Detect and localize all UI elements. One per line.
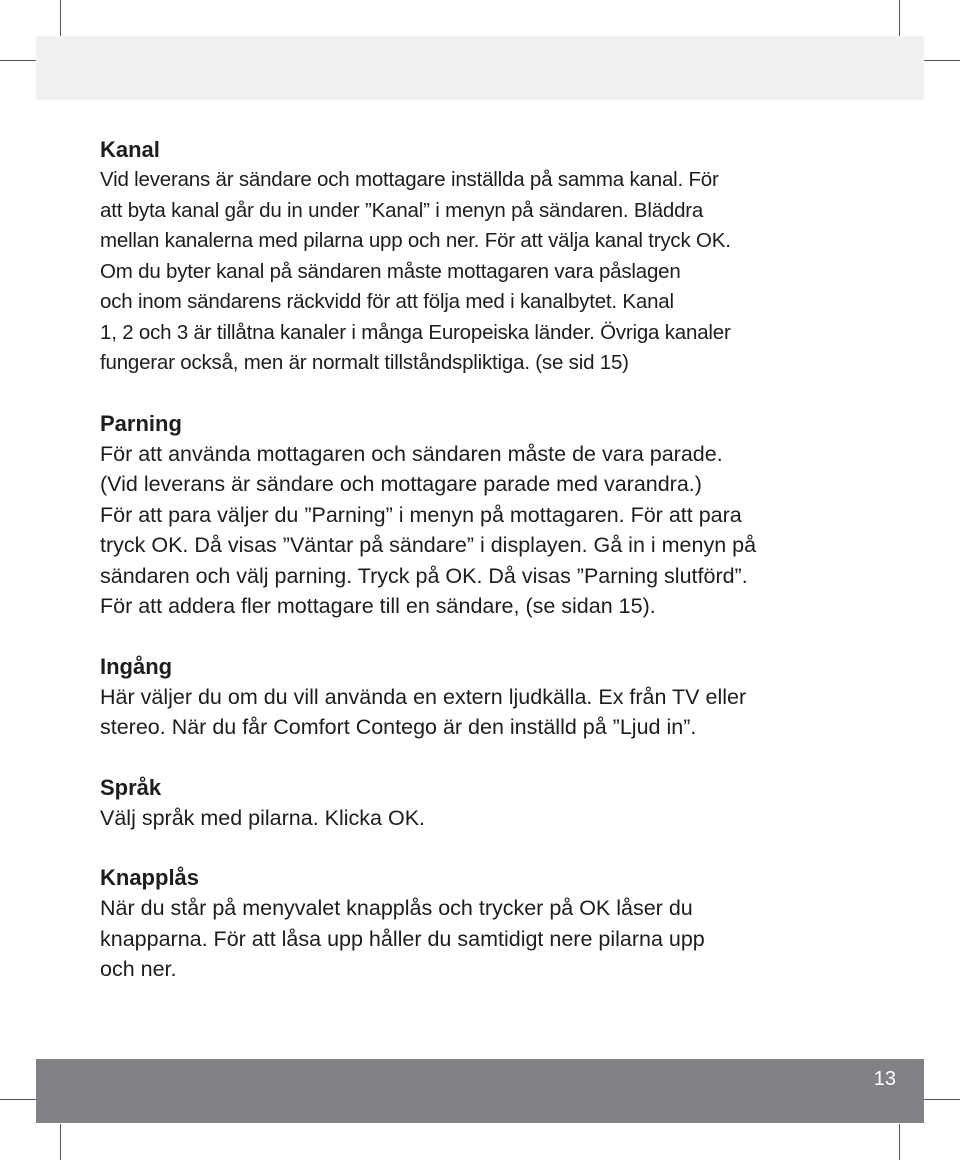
text-line: fungerar också, men är normalt tillståndspliktiga. (se sid 15) [100,351,629,374]
crop-mark-left-top [0,60,36,61]
text-line: mellan kanalerna med pilarna upp och ner. För att välja kanal tryck OK. [100,229,731,252]
page-number: 13 [873,1068,896,1090]
section-body [100,893,870,985]
crop-mark-bottom-right [899,1124,900,1160]
crop-mark-right-bottom [924,1099,960,1100]
crop-mark-left-bottom [0,1099,36,1100]
section-title: Språk [100,774,162,800]
text-line: För att para väljer du ”Parning” i menyn på mottagaren. För att para [100,502,742,527]
section-title: Knapplås [100,865,200,890]
section-title: Kanal [100,137,160,162]
section-kanal [100,135,870,379]
page-content [100,135,870,1015]
section-title: Ingång [100,653,173,679]
text-line: Välj språk med pilarna. Klicka OK. [100,805,426,830]
section-body [100,803,870,834]
crop-mark-right-top [924,60,960,61]
text-line: och inom sändarens räckvidd för att följa med i kanalbytet. Kanal [100,290,674,313]
crop-mark-top-right [899,0,900,36]
text-line: att byta kanal går du in under ”Kanal” i menyn på sändaren. Bläddra [100,198,704,222]
header-band [36,36,924,100]
text-line: stereo. När du får Comfort Contego är den inställd på ”Ljud in”. [100,715,697,739]
section-parning [100,409,870,622]
text-line: Här väljer du om du vill använda en extern ljudkälla. Ex från TV eller [100,684,747,709]
crop-mark-bottom-left [60,1124,61,1160]
footer-band [36,1059,924,1123]
text-line: sändaren och välj parning. Tryck på OK. Då visas ”Parning slutförd”. [100,563,748,588]
text-line: För att addera fler mottagare till en sändare, (se sidan 15). [100,594,656,618]
section-title: Parning [100,410,182,436]
section-body [100,165,870,379]
text-line: För att använda mottagaren och sändaren måste de vara parade. [100,441,723,466]
section-ingang [100,652,870,743]
text-line: (Vid leverans är sändare och mottagare parade med varandra.) [100,472,702,496]
text-line: Om du byter kanal på sändaren måste mottagaren vara påslagen [100,259,681,283]
section-knapplas [100,863,870,985]
text-line: knapparna. För att låsa upp håller du samtidigt nere pilarna upp [100,926,705,951]
section-body [100,682,870,743]
text-line: När du står på menyvalet knapplås och trycker på OK låser du [100,896,693,920]
section-sprak [100,773,870,834]
section-body [100,439,870,622]
text-line: och ner. [100,957,177,981]
text-line: 1, 2 och 3 är tillåtna kanaler i många Europeiska länder. Övriga kanaler [100,320,731,344]
text-line: tryck OK. Då visas ”Väntar på sändare” i displayen. Gå in i menyn på [100,533,757,557]
text-line: Vid leverans är sändare och mottagare inställda på samma kanal. För [100,168,719,191]
crop-mark-top-left [60,0,61,36]
